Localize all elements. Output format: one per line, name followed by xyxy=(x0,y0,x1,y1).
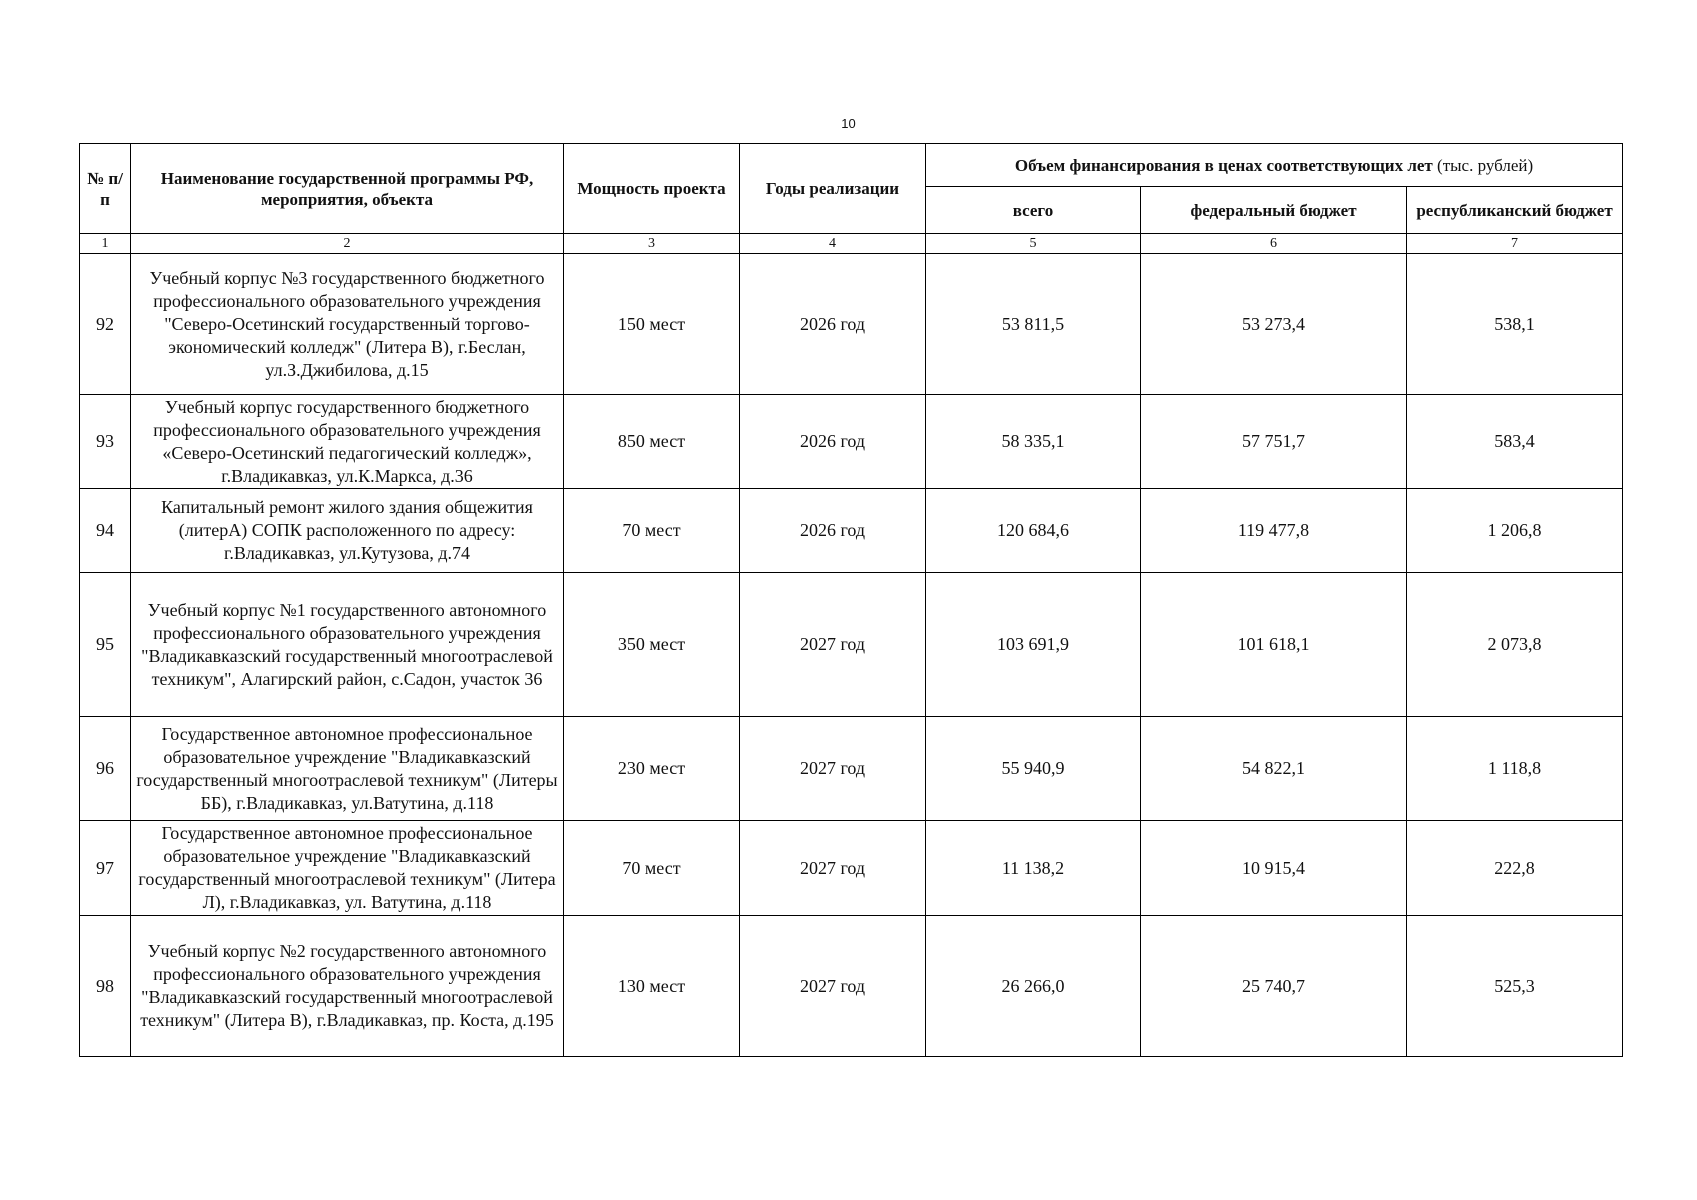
table-row xyxy=(80,395,1623,489)
row-name: Учебный корпус государственного бюджетного профессионального образовательного учреждения «Северо-Осетинский педагогический колледж», г.Владикавказ, ул.К.Маркса, д.36 xyxy=(131,395,564,489)
header-funding-label: Объем финансирования в ценах соответствующих лет xyxy=(1014,155,1433,175)
row-name: Учебный корпус №1 государственного автономного профессионального образовательного учреждения "Владикавказский государственный многоотраслевой техникум", Алагирский район, с.Садон, участок 36 xyxy=(131,573,564,717)
row-republican: 1 206,8 xyxy=(1407,489,1623,573)
row-num: 97 xyxy=(80,821,131,916)
table-row xyxy=(80,717,1623,821)
header-funding xyxy=(926,144,1623,187)
column-number: 1 xyxy=(80,234,131,254)
row-name: Учебный корпус №3 государственного бюджетного профессионального образовательного учреждения "Северо-Осетинский государственный торгово-экономический колледж" (Литера В), г.Беслан, ул.З.Джибилова, д.15 xyxy=(131,254,564,395)
header-years: Годы реализации xyxy=(740,144,926,234)
row-name: Капитальный ремонт жилого здания общежития (литерА) СОПК расположенного по адресу: г.Владикавказ, ул.Кутузова, д.74 xyxy=(131,489,564,573)
row-years: 2026 год xyxy=(740,254,926,395)
row-capacity: 70 мест xyxy=(564,489,740,573)
row-federal: 25 740,7 xyxy=(1141,916,1407,1057)
row-total: 58 335,1 xyxy=(926,395,1141,489)
row-republican: 538,1 xyxy=(1407,254,1623,395)
row-total: 53 811,5 xyxy=(926,254,1141,395)
row-years: 2026 год xyxy=(740,395,926,489)
row-num: 98 xyxy=(80,916,131,1057)
row-capacity: 350 мест xyxy=(564,573,740,717)
header-row xyxy=(80,144,1623,187)
column-numbers-row xyxy=(80,234,1623,254)
row-federal: 119 477,8 xyxy=(1141,489,1407,573)
row-num: 94 xyxy=(80,489,131,573)
row-name: Государственное автономное профессиональное образовательное учреждение "Владикавказский государственный многоотраслевой техникум" (Литера Л), г.Владикавказ, ул. Ватутина, д.118 xyxy=(131,821,564,916)
row-total: 11 138,2 xyxy=(926,821,1141,916)
row-name: Учебный корпус №2 государственного автономного профессионального образовательного учреждения "Владикавказский государственный многоотраслевой техникум" (Литера В), г.Владикавказ, пр. Коста, д.195 xyxy=(131,916,564,1057)
row-num: 92 xyxy=(80,254,131,395)
row-total: 55 940,9 xyxy=(926,717,1141,821)
row-capacity: 230 мест xyxy=(564,717,740,821)
row-total: 103 691,9 xyxy=(926,573,1141,717)
row-capacity: 850 мест xyxy=(564,395,740,489)
header-capacity: Мощность проекта xyxy=(564,144,740,234)
table-row xyxy=(80,489,1623,573)
row-republican: 1 118,8 xyxy=(1407,717,1623,821)
header-num: № п/п xyxy=(80,144,131,234)
row-num: 96 xyxy=(80,717,131,821)
row-total: 120 684,6 xyxy=(926,489,1141,573)
row-years: 2027 год xyxy=(740,821,926,916)
row-federal: 53 273,4 xyxy=(1141,254,1407,395)
header-name: Наименование государственной программы РФ, мероприятия, объекта xyxy=(131,144,564,234)
header-total: всего xyxy=(926,187,1141,234)
row-years: 2027 год xyxy=(740,916,926,1057)
column-number: 4 xyxy=(740,234,926,254)
column-number: 5 xyxy=(926,234,1141,254)
table-row xyxy=(80,254,1623,395)
row-capacity: 150 мест xyxy=(564,254,740,395)
row-capacity: 70 мест xyxy=(564,821,740,916)
column-number: 6 xyxy=(1141,234,1407,254)
row-federal: 57 751,7 xyxy=(1141,395,1407,489)
header-republican: республиканский бюджет xyxy=(1407,187,1623,234)
row-federal: 54 822,1 xyxy=(1141,717,1407,821)
column-number: 3 xyxy=(564,234,740,254)
row-republican: 583,4 xyxy=(1407,395,1623,489)
row-total: 26 266,0 xyxy=(926,916,1141,1057)
row-years: 2027 год xyxy=(740,573,926,717)
row-republican: 222,8 xyxy=(1407,821,1623,916)
row-name: Государственное автономное профессиональное образовательное учреждение "Владикавказский государственный многоотраслевой техникум" (Литеры ББ), г.Владикавказ, ул.Ватутина, д.118 xyxy=(131,717,564,821)
row-years: 2026 год xyxy=(740,489,926,573)
table-row xyxy=(80,916,1623,1057)
row-capacity: 130 мест xyxy=(564,916,740,1057)
row-num: 93 xyxy=(80,395,131,489)
table-row xyxy=(80,821,1623,916)
row-republican: 2 073,8 xyxy=(1407,573,1623,717)
row-federal: 101 618,1 xyxy=(1141,573,1407,717)
row-num: 95 xyxy=(80,573,131,717)
page-number: 10 xyxy=(841,116,856,131)
row-federal: 10 915,4 xyxy=(1141,821,1407,916)
header-federal: федеральный бюджет xyxy=(1141,187,1407,234)
row-years: 2027 год xyxy=(740,717,926,821)
row-republican: 525,3 xyxy=(1407,916,1623,1057)
financing-table xyxy=(79,143,1623,1057)
table-row xyxy=(80,573,1623,717)
column-number: 7 xyxy=(1407,234,1623,254)
column-number: 2 xyxy=(131,234,564,254)
header-funding-unit: (тыс. рублей) xyxy=(1437,155,1534,175)
